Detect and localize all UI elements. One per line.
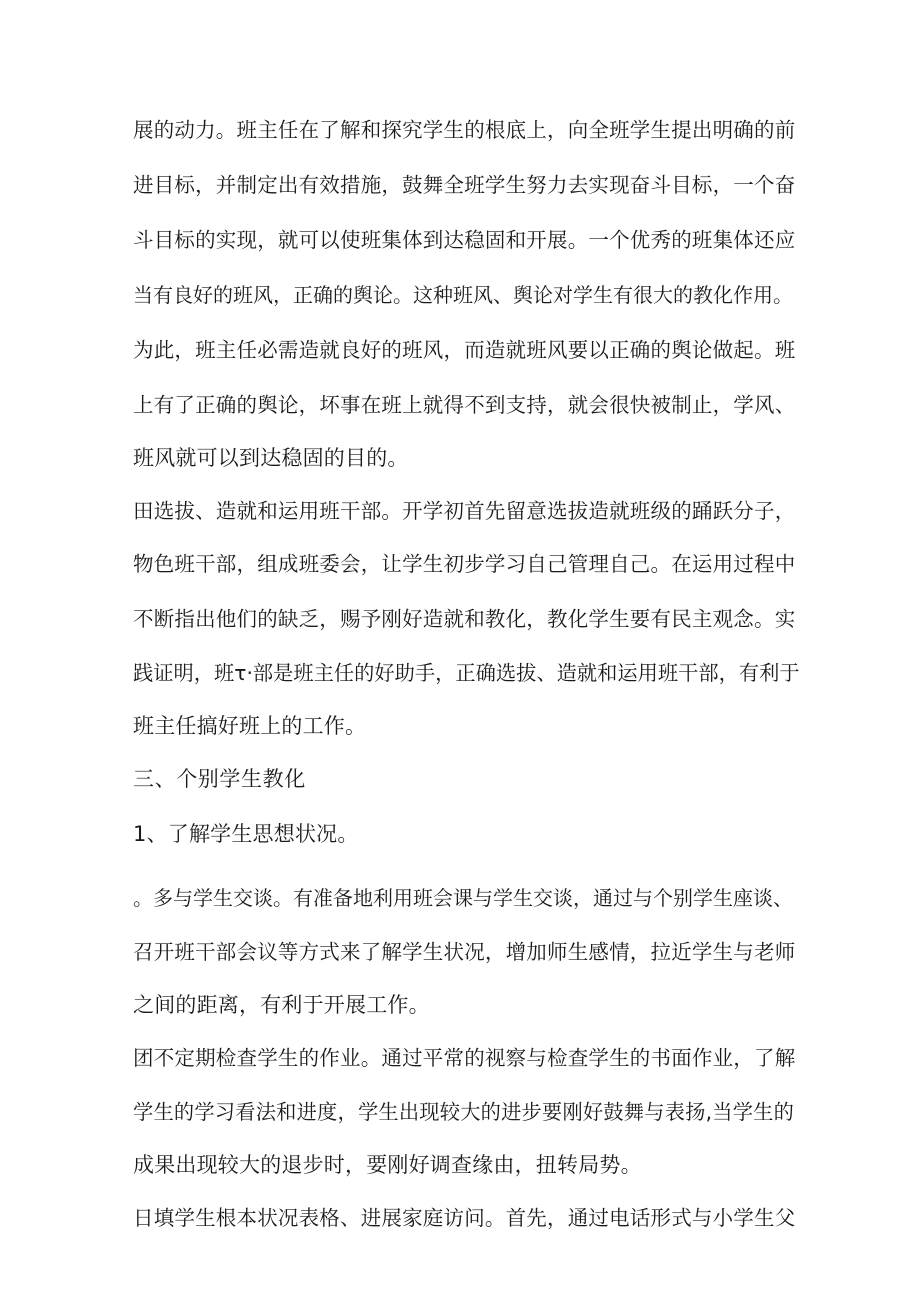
section-heading: 三、个别学生教化 — [133, 767, 306, 791]
text-line: 田选拔、造就和运用班干部。开学初首先留意选拔造就班级的踊跃分子， — [133, 499, 796, 523]
text-line: 学生的学习看法和进度，学生出现较大的进步要刚好鼓舞与表扬,当学生的 — [133, 1100, 795, 1124]
text-line: 当有良好的班风，正确的舆论。这种班风、舆论对学生有很大的教化作用。 — [133, 283, 793, 307]
text-line: 不断指出他们的缺乏，赐予刚好造就和教化，教化学生要有民主观念。实 — [133, 607, 796, 631]
text-line: 为此，班主任必需造就良好的班风，而造就班风要以正确的舆论做起。班 — [133, 338, 796, 362]
text-line: 上有了正确的舆论，坏事在班上就得不到支持，就会很快被制止，学风、 — [133, 393, 796, 417]
text-line: 班风就可以到达稳固的目的。 — [133, 446, 409, 470]
text-line: 进目标，并制定出有效措施，鼓舞全班学生努力去实现奋斗目标，一个奋 — [133, 173, 796, 197]
text-line: 展的动力。班主任在了解和探究学生的根底上，向全班学生提出明确的前 — [133, 118, 796, 142]
text-line: 成果出现较大的退步时，要刚好调查缘由，扭转局势。 — [133, 1153, 642, 1177]
text-line: 班主任搞好班上的工作。 — [133, 714, 367, 738]
text-line: 。多与学生交谈。有准备地利用班会课与学生交谈，通过与个别学生座谈、 — [133, 886, 793, 910]
text-line: 斗目标的实现，就可以使班集体到达稳固和开展。一个优秀的班集体还应 — [133, 228, 796, 252]
text-line: 召开班干部会议等方式来了解学生状况，增加师生感情，拉近学生与老师 — [133, 940, 796, 964]
text-line: 日填学生根本状况表格、进展家庭访问。首先，通过电话形式与小学生父 — [133, 1206, 796, 1230]
text-line: 践证明，班τ·部是班主任的好助手，正确选拔、造就和运用班干部，有利于 — [133, 661, 800, 685]
text-line: 团不定期检查学生的作业。通过平常的视察与检查学生的书面作业，了解 — [133, 1046, 796, 1070]
subsection-heading: 1、了解学生思想状况。 — [133, 822, 359, 846]
text-line: 之间的距离，有利于开展工作。 — [133, 993, 430, 1017]
text-line: 物色班干部，组成班委会，让学生初步学习自己管理自己。在运用过程中 — [133, 552, 796, 576]
